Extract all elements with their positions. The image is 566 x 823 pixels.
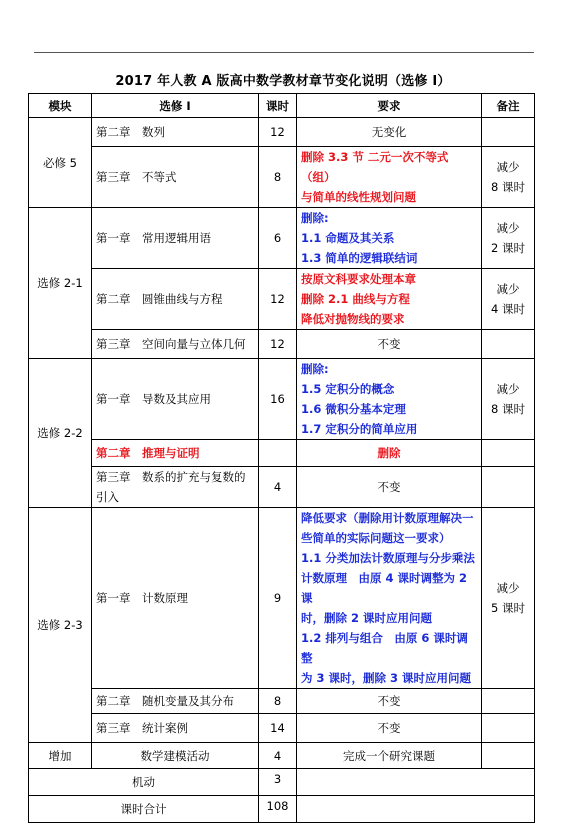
chapter-name: 第三章 不等式 — [92, 147, 259, 208]
chapter-name: 第二章 数列 — [92, 118, 259, 147]
header-note: 备注 — [482, 94, 535, 118]
header-rule — [34, 52, 534, 53]
requirement-line: 不变 — [377, 694, 401, 708]
chapter-hours: 12 — [259, 269, 297, 330]
header-course: 选修 I — [92, 94, 259, 118]
header-requirement: 要求 — [297, 94, 482, 118]
header-module: 模块 — [29, 94, 92, 118]
requirement-line: 删除 — [377, 446, 401, 460]
requirement — [297, 689, 482, 714]
chapter-hours — [259, 440, 297, 467]
chapter-name: 第二章 推理与证明 — [92, 440, 259, 467]
requirement-line: 为 3 课时，删除 3 课时应用问题 — [301, 671, 472, 685]
note-line: 减少 — [496, 221, 520, 235]
requirement-line: 不变 — [377, 337, 401, 351]
requirement-line: 无变化 — [371, 125, 407, 139]
total-hours: 108 — [259, 796, 297, 823]
requirement — [297, 147, 482, 208]
note — [482, 467, 535, 508]
note — [482, 269, 535, 330]
requirement-line: 1.5 定积分的概念 — [301, 382, 395, 396]
chapter-hours: 6 — [259, 208, 297, 269]
module-name: 必修 5 — [29, 118, 92, 208]
note-line: 2 课时 — [491, 241, 525, 255]
note — [482, 440, 535, 467]
note — [482, 359, 535, 440]
chapter-name: 第二章 圆锥曲线与方程 — [92, 269, 259, 330]
requirement — [297, 359, 482, 440]
requirement-line: 1.6 微积分基本定理 — [301, 402, 406, 416]
page-title: 2017 年人教 A 版高中数学教材章节变化说明（选修 I） — [115, 74, 451, 89]
requirement — [297, 330, 482, 359]
note-line: 5 课时 — [491, 601, 525, 615]
requirement-line: 降低要求（删除用计数原理解决一 — [301, 511, 474, 525]
empty-cell — [297, 769, 535, 796]
table-row — [29, 330, 535, 359]
requirement-line: 1.1 命题及其关系 — [301, 231, 395, 245]
table-row — [29, 714, 535, 743]
table-body — [29, 118, 535, 823]
requirement-line: 1.3 简单的逻辑联结词 — [301, 251, 418, 265]
chapter-name: 第一章 计数原理 — [92, 508, 259, 689]
table-row — [29, 689, 535, 714]
note-line: 减少 — [496, 282, 520, 296]
total-label: 课时合计 — [29, 796, 259, 823]
table-row — [29, 743, 535, 769]
table-row — [29, 269, 535, 330]
module-name: 选修 2-3 — [29, 508, 92, 743]
note — [482, 743, 535, 769]
requirement — [297, 118, 482, 147]
requirement — [297, 714, 482, 743]
requirement-line: 1.7 定积分的简单应用 — [301, 422, 418, 436]
requirement — [297, 208, 482, 269]
module-name: 选修 2-1 — [29, 208, 92, 359]
module-name: 增加 — [29, 743, 92, 769]
table-row — [29, 508, 535, 689]
requirement — [297, 269, 482, 330]
chapter-name: 第三章 数系的扩充与复数的引入 — [92, 467, 259, 508]
requirement — [297, 508, 482, 689]
chapter-name: 第三章 统计案例 — [92, 714, 259, 743]
chapter-hours: 9 — [259, 508, 297, 689]
requirement-line: 些简单的实际问题这一要求） — [301, 531, 451, 545]
flex-label: 机动 — [29, 769, 259, 796]
note-line: 减少 — [496, 382, 520, 396]
chapter-name: 第一章 常用逻辑用语 — [92, 208, 259, 269]
requirement-line: 时，删除 2 课时应用问题 — [301, 611, 433, 625]
requirement-line: 删除: — [301, 211, 329, 225]
note — [482, 508, 535, 689]
chapter-hours: 8 — [259, 689, 297, 714]
requirement-line: 删除: — [301, 362, 329, 376]
note — [482, 330, 535, 359]
requirement-line: 1.2 排列与组合 由原 6 课时调整 — [301, 631, 468, 665]
chapter-hours: 14 — [259, 714, 297, 743]
requirement-line: 1.1 分类加法计数原理与分步乘法 — [301, 551, 475, 565]
chapter-name: 第一章 导数及其应用 — [92, 359, 259, 440]
chapter-name: 数学建模活动 — [92, 743, 259, 769]
course-change-table — [28, 93, 535, 823]
requirement-line: 不变 — [377, 480, 401, 494]
flex-hours: 3 — [259, 769, 297, 796]
chapter-hours: 4 — [259, 743, 297, 769]
chapter-hours: 12 — [259, 118, 297, 147]
note — [482, 118, 535, 147]
requirement-line: 删除 2.1 曲线与方程 — [301, 292, 410, 306]
table-row — [29, 208, 535, 269]
requirement-line: 删除 3.3 节 二元一次不等式（组） — [301, 150, 449, 184]
table-row — [29, 118, 535, 147]
chapter-hours: 8 — [259, 147, 297, 208]
note-line: 减少 — [496, 160, 520, 174]
requirement — [297, 467, 482, 508]
chapter-hours: 4 — [259, 467, 297, 508]
requirement-line: 降低对抛物线的要求 — [301, 312, 405, 326]
requirement — [297, 440, 482, 467]
note-line: 8 课时 — [491, 402, 525, 416]
table-row — [29, 769, 535, 796]
requirement: 完成一个研究课题 — [297, 743, 482, 769]
requirement-line: 按原文科要求处理本章 — [301, 272, 416, 286]
note — [482, 208, 535, 269]
chapter-name: 第二章 随机变量及其分布 — [92, 689, 259, 714]
table-row — [29, 440, 535, 467]
chapter-name: 第三章 空间向量与立体几何 — [92, 330, 259, 359]
requirement-line: 计数原理 由原 4 课时调整为 2 课 — [301, 571, 468, 605]
requirement-line: 与简单的线性规划问题 — [301, 190, 416, 204]
note-line: 8 课时 — [491, 180, 525, 194]
note — [482, 147, 535, 208]
table-row — [29, 467, 535, 508]
table-header-row — [29, 94, 535, 118]
note — [482, 714, 535, 743]
note — [482, 689, 535, 714]
chapter-hours: 16 — [259, 359, 297, 440]
requirement-line: 不变 — [377, 721, 401, 735]
table-row — [29, 359, 535, 440]
note-line: 4 课时 — [491, 302, 525, 316]
header-hours: 课时 — [259, 94, 297, 118]
table-row — [29, 147, 535, 208]
module-name: 选修 2-2 — [29, 359, 92, 508]
note-line: 减少 — [496, 581, 520, 595]
chapter-hours: 12 — [259, 330, 297, 359]
